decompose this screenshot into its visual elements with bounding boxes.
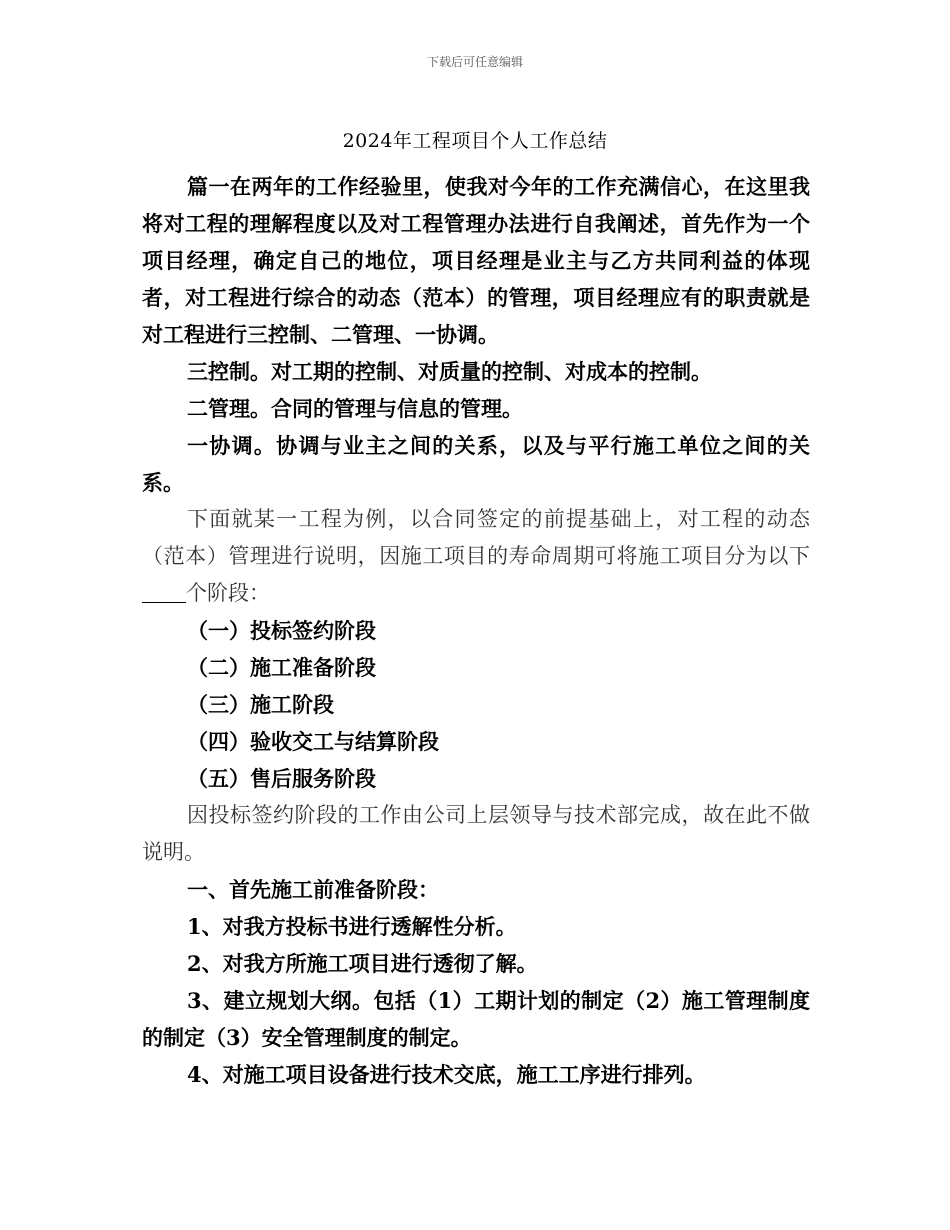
stage-item-5: （五）售后服务阶段	[187, 766, 376, 791]
paragraph-two-managements: 二管理。合同的管理与信息的管理。	[187, 396, 523, 421]
page-header-note: 下载后可任意编辑	[426, 55, 523, 69]
stages-text-before-blank: 下面就某一工程为例，以合同签定的前提基础上，对工程的动态（范本）管理进行说明，因施工项目的寿命周期可将施工项目分为以下	[142, 507, 810, 568]
paragraph-project-stages	[142, 501, 810, 612]
stage-item-3: （三）施工阶段	[187, 692, 334, 717]
stage-item-1: （一）投标签约阶段	[187, 618, 376, 643]
fill-in-blank	[142, 582, 186, 603]
list-item-2: 2、对我方所施工项目进行透彻了解。	[187, 951, 538, 976]
paragraph-three-controls: 三控制。对工期的控制、对质量的控制、对成本的控制。	[187, 359, 712, 384]
document-body	[142, 168, 810, 1093]
stage-item-2: （二）施工准备阶段	[187, 655, 376, 680]
stage-item-4: （四）验收交工与结算阶段	[187, 729, 439, 754]
list-item-1: 1、对我方投标书进行透解性分析。	[187, 914, 517, 939]
paragraph-bidding-note: 因投标签约阶段的工作由公司上层领导与技术部完成，故在此不做说明。	[142, 803, 810, 864]
document-title: 2024年工程项目个人工作总结	[342, 130, 608, 152]
stages-text-after-blank: 个阶段：	[186, 581, 270, 605]
paragraph-intro: 篇一在两年的工作经验里，使我对今年的工作充满信心，在这里我将对工程的理解程度以及对工程管理办法进行自我阐述，首先作为一个项目经理，确定自己的地位，项目经理是业主与乙方共同利益的体现者，对工程进行综合的动态（范本）的管理，项目经理应有的职责就是对工程进行三控制、二管理、一协调。	[142, 174, 810, 347]
section-heading-preparation: 一、首先施工前准备阶段：	[187, 877, 439, 902]
paragraph-one-coordination: 一协调。协调与业主之间的关系，以及与平行施工单位之间的关系。	[142, 433, 810, 495]
list-item-4: 4、对施工项目设备进行技术交底，施工工序进行排列。	[187, 1062, 706, 1087]
list-item-3: 3、建立规划大纲。包括（1）工期计划的制定（2）施工管理制度的制定（3）安全管理制度的制定。	[142, 988, 810, 1050]
